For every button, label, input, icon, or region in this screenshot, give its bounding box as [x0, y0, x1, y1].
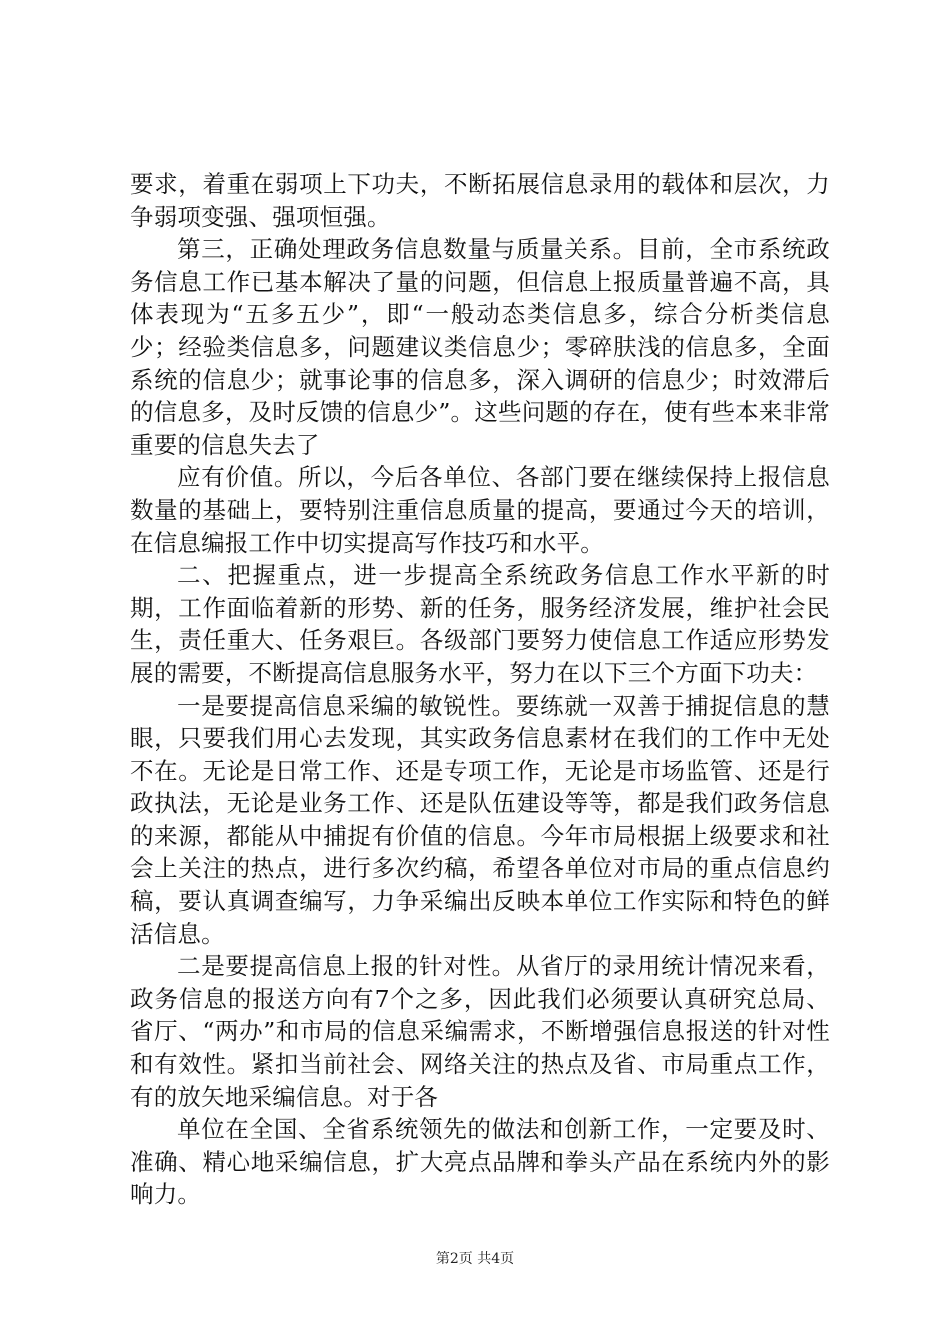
paragraph-point-two-continued: 单位在全国、全省系统领先的做法和创新工作，一定要及时、准确、精心地采编信息，扩大亮点品牌和拳头产品在系统内外的影响力。 — [130, 1115, 830, 1209]
page-number-footer: 第2页 共4页 — [435, 1251, 515, 1267]
paragraph-third-point: 第三，正确处理政务信息数量与质量关系。目前，全市系统政务信息工作已基本解决了量的问题，但信息上报质量普遍不高，具体表现为“五多五少”，即“一般动态类信息多，综合分析类信息少；经验类信息多，问题建议类信息少；零碎肤浅的信息多，全面系统的信息少；就事论事的信息多，深入调研的信息少；时效滞后的信息多，及时反馈的信息少”。这些问题的存在，使有些本来非常重要的信息失去了 — [130, 235, 830, 459]
paragraph-section-two: 二、把握重点，进一步提高全系统政务信息工作水平新的时期，工作面临着新的形势、新的任务，服务经济发展，维护社会民生，责任重大、任务艰巨。各级部门要努力使信息工作适应形势发展的需要，不断提高信息服务水平，努力在以下三个方面下功夫： — [130, 561, 830, 687]
document-body — [130, 168, 830, 1211]
paragraph-value-note: 应有价值。所以，今后各单位、各部门要在继续保持上报信息数量的基础上，要特别注重信息质量的提高，要通过今天的培训，在信息编报工作中切实提高写作技巧和水平。 — [130, 463, 830, 557]
paragraph-point-one: 一是要提高信息采编的敏锐性。要练就一双善于捕捉信息的慧眼，只要我们用心去发现，其实政务信息素材在我们的工作中无处不在。无论是日常工作、还是专项工作，无论是市场监管、还是行政执法，无论是业务工作、还是队伍建设等等，都是我们政务信息的来源，都能从中捕捉有价值的信息。今年市局根据上级要求和社会上关注的热点，进行多次约稿，希望各单位对市局的重点信息约稿，要认真调查编写，力争采编出反映本单位工作实际和特色的鲜活信息。 — [130, 691, 830, 948]
paragraph-continuation: 要求，着重在弱项上下功夫，不断拓展信息录用的载体和层次，力争弱项变强、强项恒强。 — [130, 170, 830, 231]
paragraph-point-two: 二是要提高信息上报的针对性。从省厅的录用统计情况来看，政务信息的报送方向有7个之多，因此我们必须要认真研究总局、省厅、“两办”和市局的信息采编需求，不断增强信息报送的针对性和有效性。紧扣当前社会、网络关注的热点及省、市局重点工作，有的放矢地采编信息。对于各 — [130, 952, 830, 1111]
